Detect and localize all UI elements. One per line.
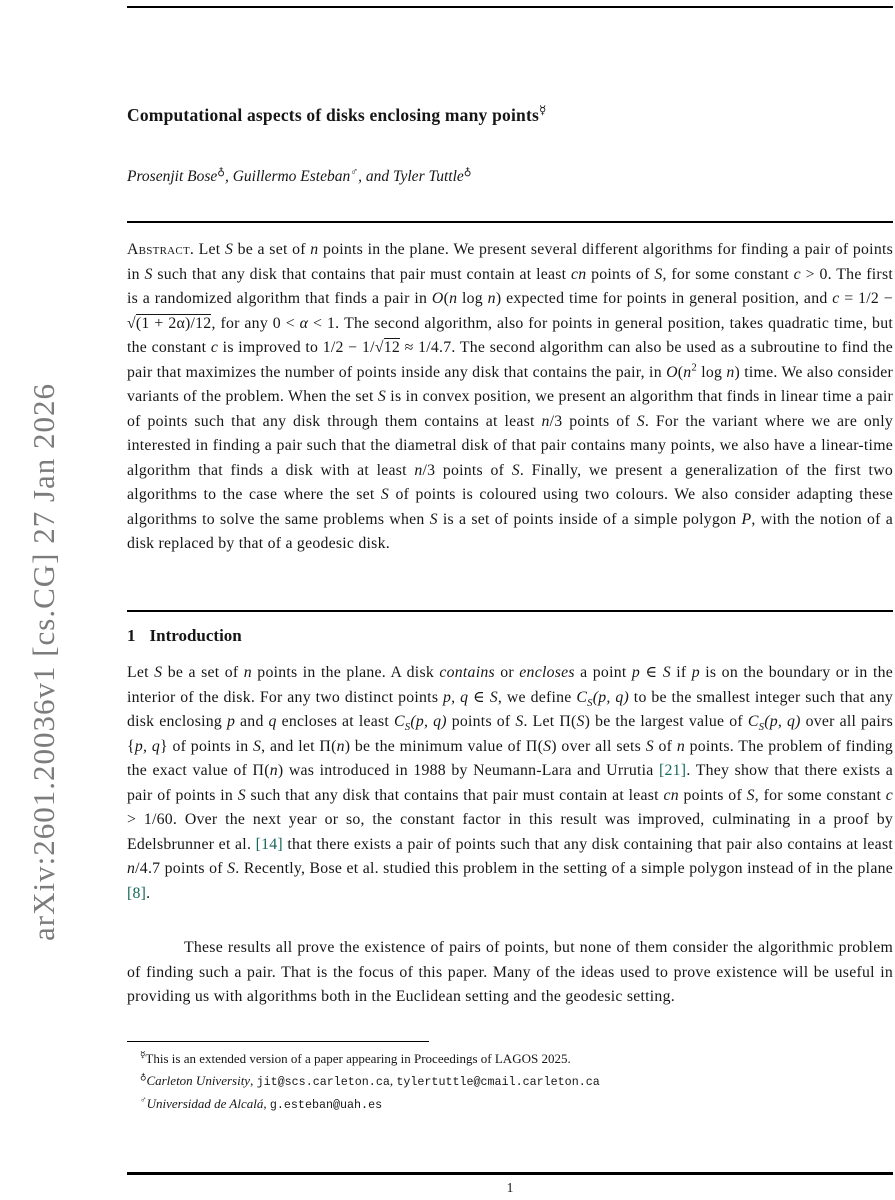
text-segment: p, q [134,737,160,755]
text-segment: Universidad de Alcalá [146,1096,264,1111]
text-segment: (p, q) [410,713,447,730]
text-segment: ) was introduced in 1988 by Neumann-Lara and Urrutia [277,762,659,779]
top-rule [127,6,893,8]
text-segment: n [449,290,458,307]
text-segment: S [253,737,262,755]
text-segment: (p, q) [764,713,801,730]
text-segment: ∈ [640,664,663,681]
text-segment: ♁ [217,166,225,178]
text-segment: , for some constant [662,265,794,283]
text-segment: over all pairs { [127,713,893,755]
text-segment: or [494,664,520,681]
text-segment: , for any 0 < [211,314,300,332]
text-segment: g.esteban@uah.es [269,1098,383,1112]
text-segment: p [631,664,641,681]
text-segment: p [691,664,700,681]
text-segment: ≈ 1/4.7. The second algorithm can also be used as a subroutine to find the pair that maximizes the number of points inside any disk that contains the pair, in [127,339,893,381]
text-segment: /3 points of [549,412,637,430]
footnote-lagos [127,1048,893,1070]
text-segment: p [226,713,236,730]
text-segment: ) be the minimum value of Π( [344,737,544,755]
text-segment: . Let Π( [523,713,577,730]
text-segment: n [336,737,345,755]
text-segment: P [741,510,752,528]
text-segment: , for some constant [754,786,886,804]
text-segment: S [404,721,411,734]
text-segment: points of [678,786,747,804]
footnotes-block [127,1048,893,1117]
text-segment: such that any disk that contains that pair must contain at least [152,265,571,283]
text-segment: cn [571,265,587,283]
text-segment: ) [734,363,741,381]
text-segment: is in convex position, we present an algorithm that finds in linear time a pair of points such that any disk through them contains at least [127,388,893,430]
text-segment: q [268,713,277,730]
text-segment: , Guillermo Esteban [224,168,351,185]
text-segment: O [431,290,444,307]
text-segment: , [250,1072,257,1088]
section-title: Introduction [149,626,242,645]
text-segment: . For the variant where we are only interested in finding a pair such that the diametral disk of that pair contains many points, we also have a linear-time algorithm that finds a disk with at least [127,412,893,479]
text-segment: a point [574,664,632,681]
text-segment: points in the plane. A disk [251,664,440,681]
text-segment: √ [127,314,136,332]
text-segment: S [429,510,438,528]
citation-link[interactable]: [14] [255,835,283,853]
text-segment: (p, q) [592,688,630,706]
text-segment: points. The problem of finding the exact value of Π( [127,737,893,779]
text-segment: 12 [383,339,401,356]
text-segment: S [489,688,498,706]
text-segment: n [269,762,278,779]
text-segment: S [758,721,765,734]
text-segment: C [747,713,759,730]
section-number: 1 [127,626,136,645]
text-segment: . [146,884,151,902]
text-segment: ☿ [140,1049,146,1060]
text-segment: S [654,265,663,283]
text-segment: S [645,737,654,755]
text-segment: p, q [443,688,469,706]
text-segment: √ [374,339,384,356]
text-segment: of points is coloured using two colours. We also consider adapting these algorithms to solve the same problems when [127,486,893,528]
text-segment: S [377,388,387,405]
text-segment: ♁ [140,1071,147,1082]
text-segment: ∈ [468,688,490,706]
text-segment: c [793,265,801,283]
text-segment: 2 [691,361,698,374]
text-segment: such that any disk that contains that pair must contain at least [245,786,664,804]
text-segment: ) [495,290,502,307]
text-segment: if [670,664,692,681]
paper-title [127,105,893,126]
text-segment: n [310,241,319,258]
text-segment: (1 + 2α)/12 [135,314,212,332]
text-segment: . Recently, Bose et al. studied this problem in the setting of a simple polygon instead of in the plane [235,860,893,877]
text-segment: > 0. The first is a randomized algorithm that finds a pair in [127,265,893,307]
text-segment: S [154,664,163,681]
page-number: 1 [506,1180,514,1195]
text-segment: } of points in [160,737,254,755]
text-segment: S [227,860,236,877]
text-segment: S [543,737,552,755]
text-segment: n [683,363,692,381]
text-segment: n [243,664,252,681]
text-segment: α [299,314,309,332]
text-segment: be a set of [162,664,244,681]
text-segment: S [380,486,390,503]
text-segment: time. We also consider variants of the problem. When the set [127,363,894,405]
text-segment: n [414,461,423,479]
text-segment: log [457,290,488,307]
text-segment: , we define [497,688,577,706]
text-segment: n [541,412,550,430]
text-segment: ( [677,363,684,381]
intro-paragraph-2 [127,936,893,1010]
text-segment: , [389,1072,397,1088]
bottom-rule [127,1172,893,1175]
text-segment: and [235,713,269,730]
text-segment: S [587,696,593,709]
text-segment: expected time for points in general position, and [501,290,833,307]
text-segment: S [746,786,755,804]
text-segment: ) be the largest value of [584,713,748,730]
text-segment: Let [194,241,225,258]
text-segment: c [885,786,893,804]
text-segment: ( [443,290,450,307]
footnote-rule [127,1041,429,1042]
text-segment: = 1/2 − [839,290,893,307]
text-segment: , with the notion of a disk replaced by that of a geodesic disk. [127,510,893,552]
text-segment: Prosenjit Bose [127,168,218,185]
text-segment: ☿ [539,103,547,118]
text-segment: encloses [519,664,575,681]
text-segment: points of [446,713,516,730]
text-segment: n [676,737,685,755]
text-segment: S [237,786,246,804]
text-segment: log [697,363,727,381]
text-segment: S [511,461,520,479]
text-segment: , and Tyler Tuttle [358,168,464,185]
text-segment: ♂ [350,166,359,178]
text-segment: . They show that there exists a pair of points in [127,762,893,804]
text-segment: to be the smallest integer such that any disk enclosing [127,688,894,730]
text-segment: > 1/60. Over the next year or so, the constant factor in this result was improved, culminating in a proof by Edelsbrunner et al. [127,811,893,853]
text-segment: points in the plane. We present several different algorithms for finding a pair of points in [127,241,894,283]
text-segment: n [127,860,136,877]
text-segment: jit@scs.carleton.ca [256,1074,390,1089]
text-segment: Let [127,664,155,681]
text-segment: O [666,363,678,381]
text-segment: cn [663,786,679,804]
text-segment: ) over all sets [551,737,646,755]
abstract-rule [127,610,893,612]
text-segment: < 1. The second algorithm, also for points in general position, takes quadratic time, but the constant [127,314,893,356]
text-segment: that there exists a pair of points such that any disk containing that pair also contains at least [282,835,893,853]
text-segment: . Finally, we present a generalization of the first two algorithms to the case where the set [127,461,893,503]
text-segment: S [144,265,153,283]
text-segment: This is an extended version of a paper appearing in Proceedings of LAGOS 2025. [145,1051,571,1066]
title-rule [127,221,893,223]
author-line [127,168,893,186]
text-segment: C [393,713,405,730]
text-segment: S [224,241,234,258]
text-segment: , and let Π( [261,737,337,755]
text-segment: is improved to 1/2 − 1/ [218,339,375,356]
text-segment: n [487,290,496,307]
intro-paragraph-1 [127,661,893,906]
text-segment: Carleton University [146,1072,251,1088]
citation-link[interactable]: [21] [659,762,687,779]
text-segment: S [636,412,645,430]
text-segment: Abstract. [127,241,195,258]
text-segment: contains [439,664,495,681]
text-segment: , [263,1096,270,1111]
abstract-paragraph [127,238,893,557]
footnote-alcala [127,1093,893,1117]
arxiv-watermark: arXiv:2601.20036v1 [cs.CG] 27 Jan 2026 [26,382,61,941]
text-segment: /3 points of [422,461,512,479]
text-segment: n [726,363,735,381]
text-segment: be a set of [233,241,311,258]
footnote-carleton [127,1070,893,1094]
text-segment: ♂ [140,1094,147,1105]
text-segment: Computational aspects of disks enclosing many points [127,105,539,125]
citation-link[interactable]: [8] [127,884,147,902]
text-segment: points of [586,265,655,283]
text-segment: tylertuttle@cmail.carleton.ca [396,1074,600,1089]
text-segment: of [653,737,677,755]
text-segment: ♁ [463,166,472,178]
text-segment: /4.7 points of [135,860,228,877]
text-segment: These results all prove the existence of pairs of points, but none of them consider the algorithmic problem of finding such a pair. That is the focus of this paper. Many of the ideas used to prove existence will be useful in providing us with algorithms both in the Euclidean setting and the geodesic setting. [127,939,893,1005]
text-segment: is on the boundary or in the interior of the disk. For any two distinct points [127,664,893,706]
text-segment: is a set of points inside of a simple polygon [437,510,742,528]
text-segment: S [576,713,585,730]
text-segment: S [662,664,671,681]
section-heading-introduction [127,626,893,646]
text-segment: C [576,688,588,706]
text-segment: c [210,339,219,356]
text-segment: S [515,713,524,730]
text-segment: c [832,290,840,307]
text-segment: encloses at least [276,713,394,730]
